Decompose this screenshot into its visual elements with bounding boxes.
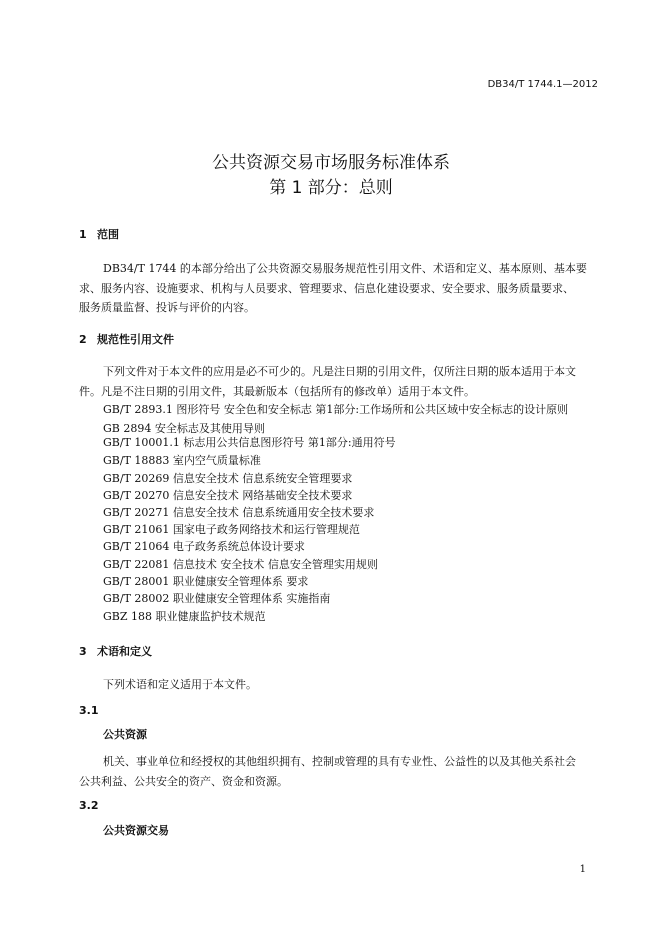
reference-item: GB 2894 安全标志及其使用导则 xyxy=(103,422,265,435)
section-3-heading xyxy=(79,643,152,659)
document-code-header: DB34/T 1744.1—2012 xyxy=(487,79,598,90)
section-3-intro: 下列术语和定义适用于本文件。 xyxy=(103,678,257,691)
reference-item: GBZ 188 职业健康监护技术规范 xyxy=(103,610,266,623)
reference-item: GB/T 28002 职业健康安全管理体系 实施指南 xyxy=(103,592,331,605)
term-name: 公共资源 xyxy=(103,728,147,741)
paragraph-line: 服务质量监督、投诉与评价的内容。 xyxy=(79,301,255,314)
section-2-heading xyxy=(79,331,174,347)
reference-item: GB/T 10001.1 标志用公共信息图形符号 第1部分:通用符号 xyxy=(103,436,396,449)
paragraph-line: 件。凡是不注日期的引用文件，其最新版本（包括所有的修改单）适用于本文件。 xyxy=(79,384,475,398)
section-number: 2 xyxy=(79,333,87,346)
reference-item: GB/T 22081 信息技术 安全技术 信息安全管理实用规则 xyxy=(103,558,378,571)
reference-item: GB/T 20269 信息安全技术 信息系统安全管理要求 xyxy=(103,472,353,485)
reference-item: GB/T 21061 国家电子政务网络技术和运行管理规范 xyxy=(103,523,360,536)
reference-item: GB/T 18883 室内空气质量标准 xyxy=(103,454,261,467)
paragraph-line: DB34/T 1744 的本部分给出了公共资源交易服务规范性引用文件、术语和定义、基本原则、基本要 xyxy=(103,262,587,275)
section-number: 3 xyxy=(79,645,87,658)
section-title: 术语和定义 xyxy=(97,645,152,658)
document-subtitle: 第 1 部分：总则 xyxy=(269,178,393,198)
section-title: 规范性引用文件 xyxy=(97,333,174,346)
reference-item: GB/T 28001 职业健康安全管理体系 要求 xyxy=(103,575,309,588)
paragraph-line: 下列文件对于本文件的应用是必不可少的。凡是注日期的引用文件，仅所注日期的版本适用于本文 xyxy=(103,365,576,378)
term-definition xyxy=(79,752,576,791)
section-1-heading xyxy=(79,226,119,242)
term-number: 3.2 xyxy=(79,799,99,812)
reference-item: GB/T 2893.1 图形符号 安全色和安全标志 第1部分:工作场所和公共区域中安全标志的设计原则 xyxy=(103,403,569,416)
paragraph-line: 公共利益、公共安全的资产、资金和资源。 xyxy=(79,774,288,788)
reference-item: GB/T 21064 电子政务系统总体设计要求 xyxy=(103,540,305,553)
term-name: 公共资源交易 xyxy=(103,824,169,837)
document-title: 公共资源交易市场服务标准体系 xyxy=(212,153,450,173)
section-2-paragraph xyxy=(79,362,576,401)
reference-item: GB/T 20271 信息安全技术 信息系统通用安全技术要求 xyxy=(103,506,375,519)
paragraph-line: 机关、事业单位和经授权的其他组织拥有、控制或管理的具有专业性、公益性的以及其他关系社会 xyxy=(103,755,576,768)
paragraph-line: 求、服务内容、设施要求、机构与人员要求、管理要求、信息化建设要求、安全要求、服务质量要求、 xyxy=(79,281,574,295)
term-number: 3.1 xyxy=(79,704,99,717)
section-1-paragraph xyxy=(79,259,587,318)
section-number: 1 xyxy=(79,228,87,241)
page-number: 1 xyxy=(579,864,586,875)
reference-item: GB/T 20270 信息安全技术 网络基础安全技术要求 xyxy=(103,489,353,502)
section-title: 范围 xyxy=(97,228,119,241)
